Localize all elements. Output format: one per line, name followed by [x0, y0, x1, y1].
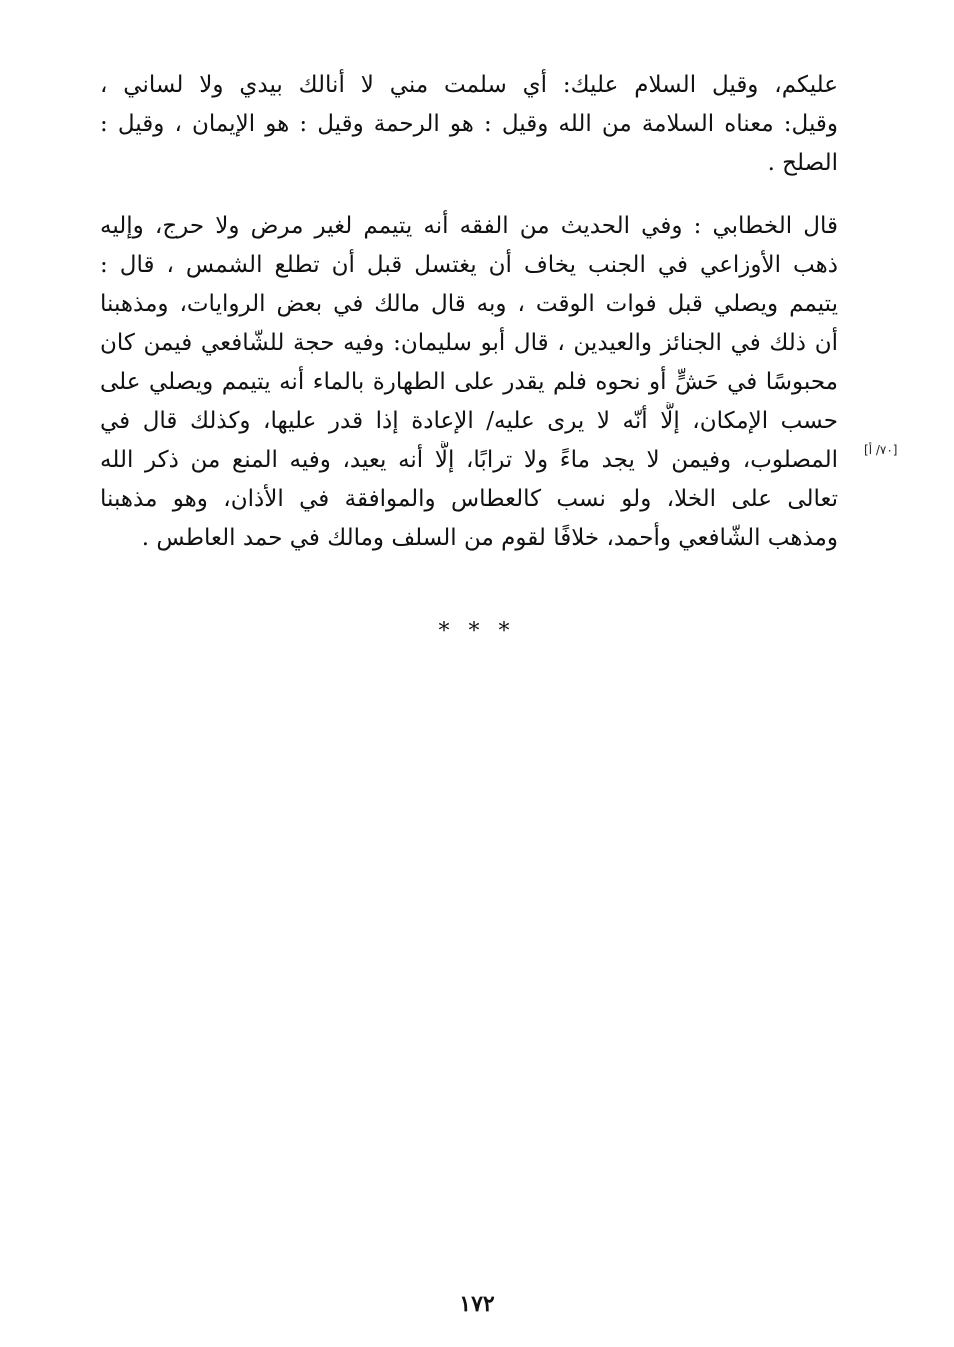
text-line: يتيمم ويصلي قبل فوات الوقت ، وبه قال مالك في بعض الروايات، ومذهبنا [100, 291, 838, 317]
paragraph-2 [100, 207, 838, 558]
text-line: الصلح . [767, 150, 838, 176]
text-line: وقيل: معناه السلامة من الله وقيل : هو الرحمة وقيل : هو الإيمان ، وقيل : [100, 111, 838, 137]
text-line: حسب الإمكان، إلَّا أنّه لا يرى عليه/ الإعادة إذا قدر عليها، وكذلك قال في [100, 408, 838, 434]
text-line: ومذهب الشّافعي وأحمد، خلافًا لقوم من السلف ومالك في حمد العاطس . [141, 525, 838, 551]
text-line: قال الخطابي : وفي الحديث من الفقه أنه يتيمم لغير مرض ولا حرج، وإليه [100, 213, 838, 239]
text-line: أن ذلك في الجنائز والعيدين ، قال أبو سليمان: وفيه حجة للشّافعي فيمن كان [100, 330, 838, 356]
section-separator: * * * [438, 619, 516, 644]
text-line: ذهب الأوزاعي في الجنب يخاف أن يغتسل قبل أن تطلع الشمس ، قال : [100, 252, 838, 278]
manuscript-folio-note: [٧٠/ أ] [864, 443, 898, 457]
paragraph-1 [100, 66, 838, 183]
page-number: ١٧٢ [459, 1291, 495, 1317]
text-line: تعالى على الخلا، ولو نسب كالعطاس والموافقة في الأذان، وهو مذهبنا [100, 486, 838, 512]
text-line: عليكم، وقيل السلام عليك: أي سلمت مني لا أنالك بيدي ولا لساني ، [100, 72, 838, 98]
text-line: محبوسًا في حَشٍّ أو نحوه فلم يقدر على الطهارة بالماء أنه يتيمم ويصلي على [100, 369, 838, 395]
text-line: المصلوب، وفيمن لا يجد ماءً ولا ترابًا، إلَّا أنه يعيد، وفيه المنع من ذكر الله [100, 447, 838, 473]
